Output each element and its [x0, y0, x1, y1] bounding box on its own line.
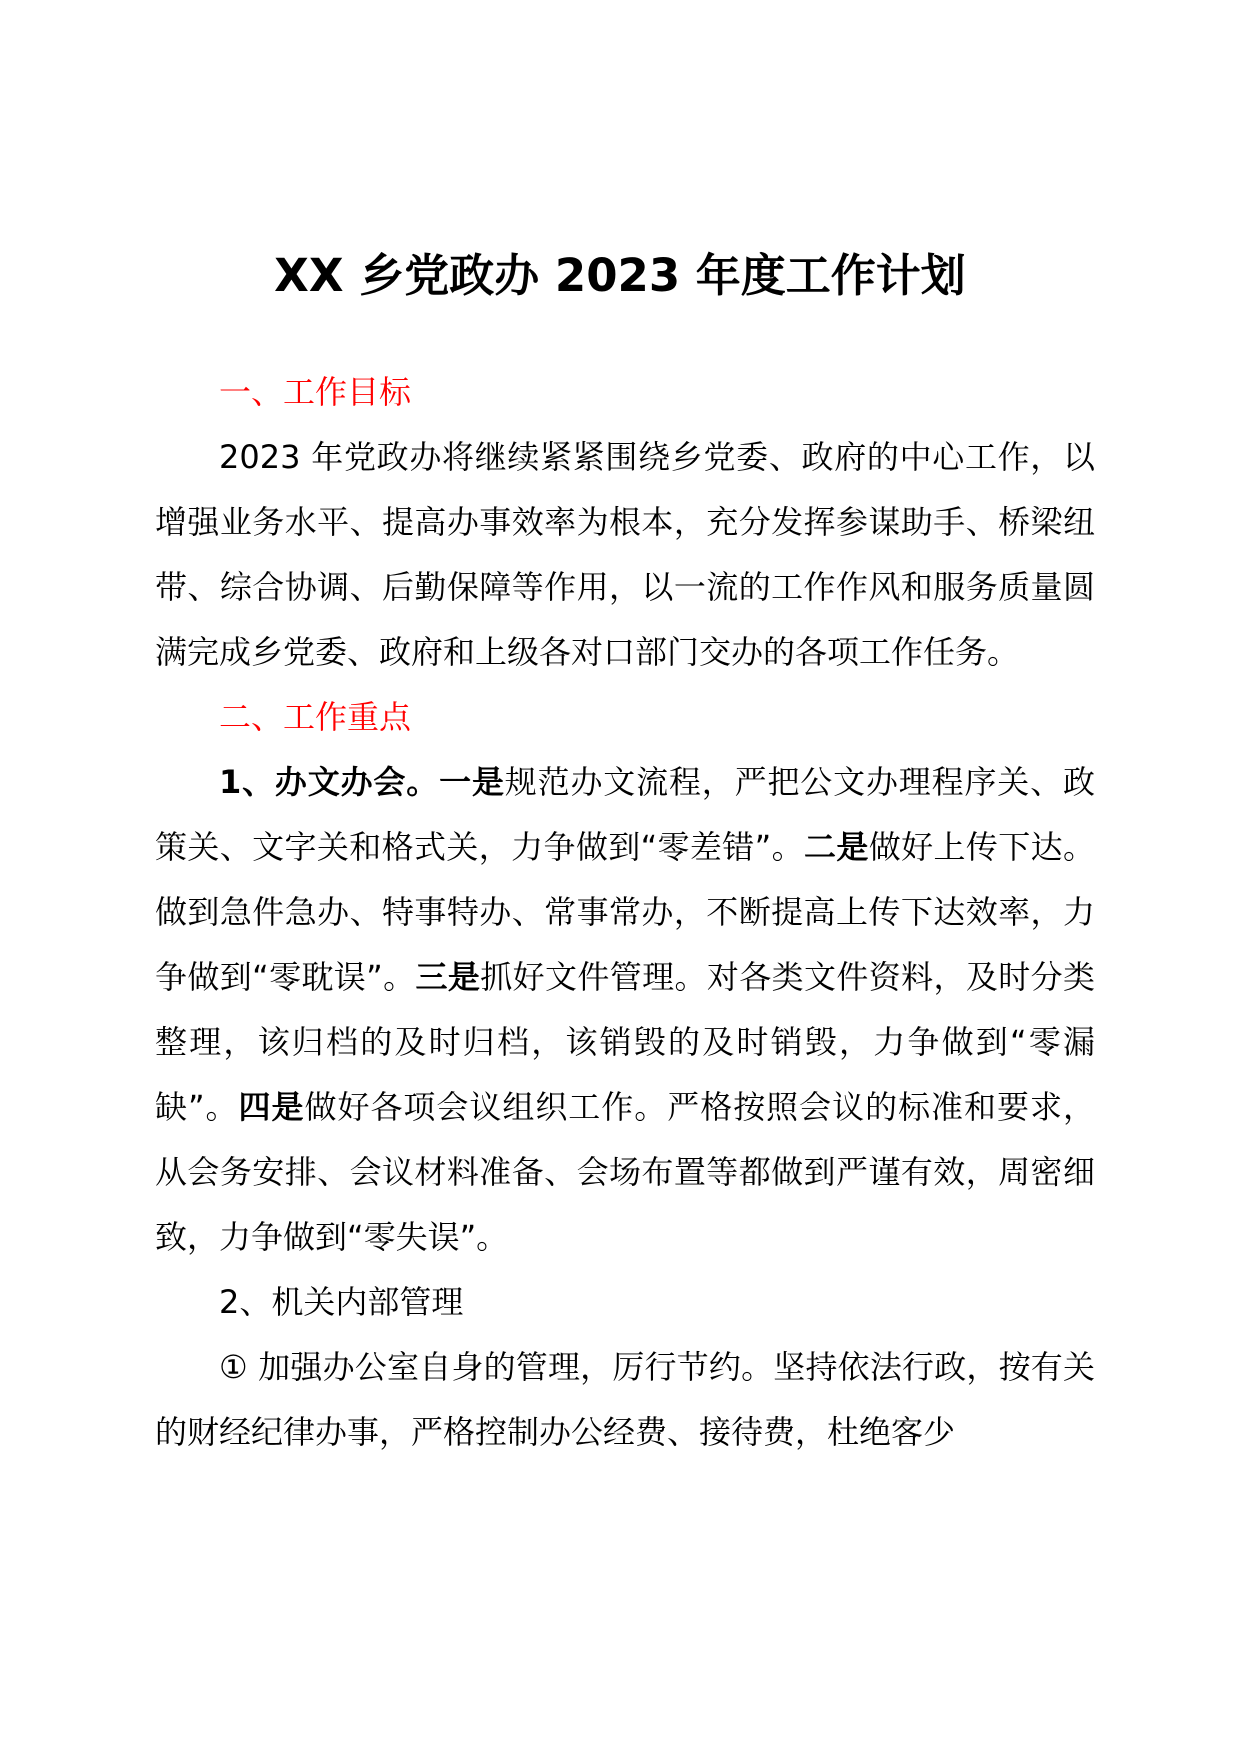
item1-label: 1、办文办会。	[219, 763, 440, 801]
goals-paragraph: 2023 年党政办将继续紧紧围绕乡党委、政府的中心工作，以增强业务水平、提高办事效率为根本，充分发挥参谋助手、桥梁纽带、综合协调、后勤保障等作用，以一流的工作作风和服务质量圆满完成乡党委、政府和上级各对口部门交办的各项工作任务。	[155, 438, 1095, 671]
point1-text: 规范办文流程，严把公文办理程序关、政策关、文字关和格式关，力争做到“零差错”。	[155, 763, 1095, 866]
point2-text: 做好上传下达。做到急件急办、特事特办、常事常办，不断提高上传下达效率，力争做到“零耽误”。	[155, 828, 1095, 996]
point2-lead: 二是	[803, 828, 869, 866]
document-title: XX 乡党政办 2023 年度工作计划	[274, 249, 966, 302]
item1-paragraph	[155, 750, 1095, 1270]
item2-heading: 2、机关内部管理	[219, 1283, 464, 1321]
point3-lead: 三是	[415, 958, 481, 996]
section-heading-priorities: 二、工作重点	[219, 698, 412, 736]
point1-lead: 一是	[439, 763, 505, 801]
item2-sub1-paragraph: ① 加强办公室自身的管理，厉行节约。坚持依法行政，按有关的财经纪律办事，严格控制办公经费、接待费，杜绝客少	[155, 1348, 1095, 1451]
document-body	[155, 360, 1095, 1465]
section-heading-goals: 一、工作目标	[219, 373, 412, 411]
point4-lead: 四是	[238, 1088, 305, 1126]
point4-text: 做好各项会议组织工作。严格按照会议的标准和要求，从会务安排、会议材料准备、会场布置等都做到严谨有效，周密细致，力争做到“零失误”。	[155, 1088, 1095, 1256]
point3-text: 抓好文件管理。对各类文件资料，及时分类整理，该归档的及时归档，该销毁的及时销毁，力争做到“零漏缺”。	[155, 958, 1095, 1126]
